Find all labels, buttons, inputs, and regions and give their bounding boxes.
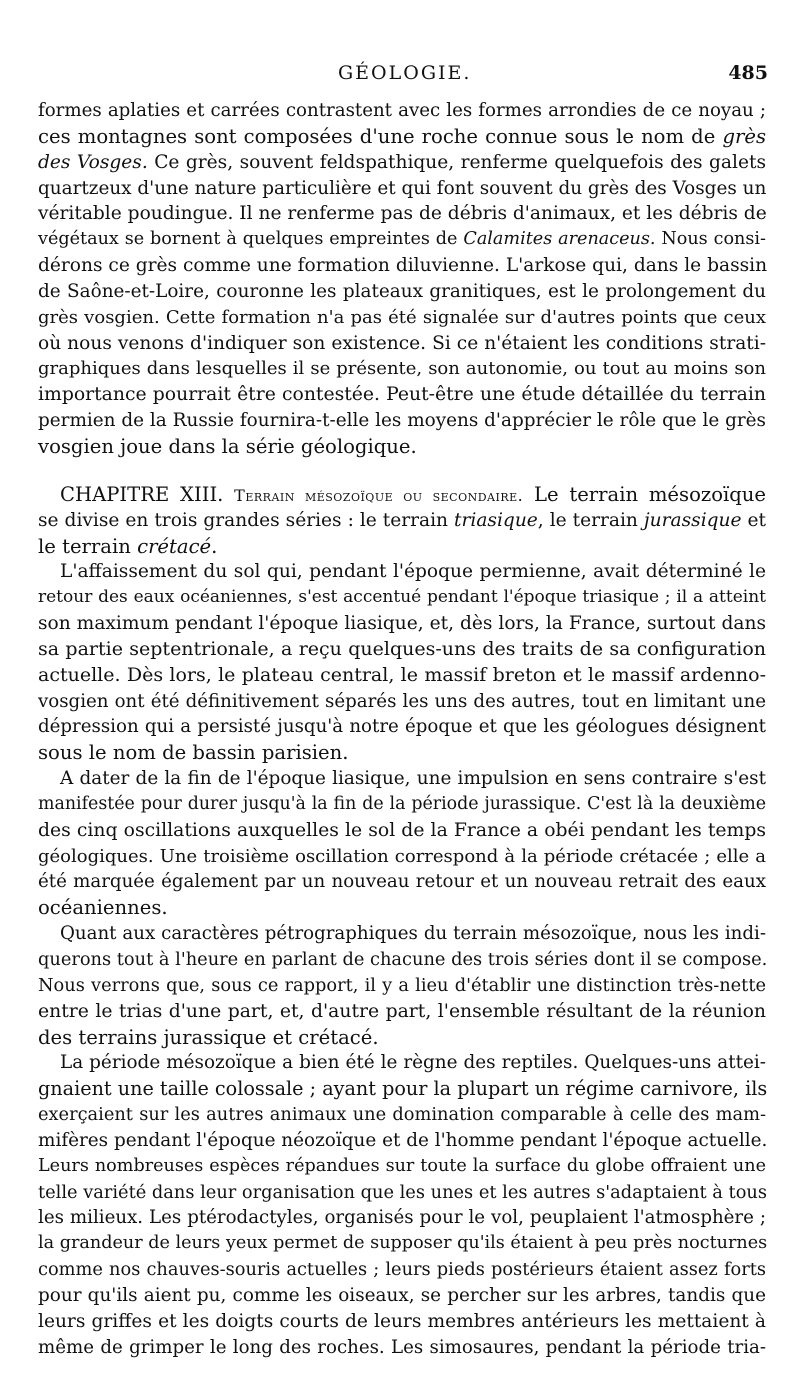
paragraph-gres-des-vosges <box>38 98 766 460</box>
text-line: entre le trias d'une part, et, d'autre part, l'ensemble résultant de la réunion <box>38 1000 766 1022</box>
text-line: permien de la Russie fournira-t-elle les moyens d'apprécier le rôle que le grès <box>38 410 766 432</box>
chapter-title: Terrain mésozoïque ou secondaire. <box>234 485 524 505</box>
running-title: GÉOLOGIE. <box>338 62 472 84</box>
page-header <box>38 62 768 92</box>
text-line: leurs griffes et les doigts courts de leurs membres antérieurs les mettaient à <box>38 1310 766 1332</box>
paragraph-liasique <box>38 766 766 921</box>
text-line: océaniennes. <box>38 896 168 920</box>
chapter-heading-line: CHAPITRE XIII. Terrain mésozoïque ou secondaire. Le terrain mésozoïque <box>60 482 767 506</box>
text-line: des Vosges. Ce grès, souvent feldspathique, renferme quelquefois des galets <box>38 151 766 173</box>
chapter-heading-block <box>38 482 766 560</box>
body-text <box>38 98 766 1361</box>
text-line: géologiques. Une troisième oscillation correspond à la période crétacée ; elle a <box>38 845 766 867</box>
paragraph-reptiles <box>38 1050 766 1360</box>
text-line: quartzeux d'une nature particulière et qui font souvent du grès des Vosges un <box>38 177 767 199</box>
text-line: vosgien joue dans la série géologique. <box>38 434 417 458</box>
paragraph-petrographiques <box>38 921 766 1050</box>
text-line: même de grimper le long des roches. Les simosaures, pendant la période tria- <box>38 1336 766 1358</box>
text-line: pour qu'ils aient pu, comme les oiseaux, se percher sur les arbres, tandis que <box>38 1284 766 1306</box>
text-line: ces montagnes sont composées d'une roche connue sous le nom de grès <box>38 124 766 148</box>
text-line: retour des eaux océaniennes, s'est accentué pendant l'époque triasique ; il a atteint <box>38 587 766 608</box>
text-line: manifestée pour durer jusqu'à la fin de la période jurassique. C'est là la deuxième <box>38 793 766 814</box>
text-line: des terrains jurassique et crétacé. <box>38 1025 379 1049</box>
text-line: importance pourrait être contestée. Peut-être une étude détaillée du terrain <box>38 384 766 406</box>
text-line: vosgien ont été définitivement séparés les uns des autres, tout en limitant une <box>38 690 766 712</box>
page-number: 485 <box>728 62 768 84</box>
text-line: L'affaissement du sol qui, pendant l'époque permienne, avait déterminé le <box>60 561 766 583</box>
text-line: se divise en trois grandes séries : le terrain triasique, le terrain jurassique et <box>38 509 766 531</box>
text-line: la grandeur de leurs yeux permet de supposer qu'ils étaient à peu près nocturnes <box>38 1233 768 1254</box>
text-line: A dater de la fin de l'époque liasique, une impulsion en sens contraire s'est <box>60 768 766 790</box>
text-line: de Saône-et-Loire, couronne les plateaux granitiques, est le prolongement du <box>38 280 766 302</box>
text-line: comme nos chauves-souris actuelles ; leurs pieds postérieurs étaient assez forts <box>38 1259 766 1281</box>
text-line: graphiques dans lesquelles il se présente, son autonomie, ou tout au moins son <box>38 358 766 380</box>
text-line: végétaux se bornent à quelques empreintes de Calamites arenaceus. Nous consi- <box>38 229 766 250</box>
text-line: formes aplaties et carrées contrastent avec les formes arrondies de ce noyau ; <box>38 100 766 121</box>
text-line: exerçaient sur les autres animaux une domination comparable à celle des mam- <box>38 1104 766 1126</box>
text-line: La période mésozoïque a bien été le règne des reptiles. Quelques-uns attei- <box>60 1052 766 1074</box>
text-line: le terrain crétacé. <box>38 534 218 558</box>
text-line: querons tout à l'heure en parlant de chacune des trois séries dont il se compose. <box>38 949 768 970</box>
text-line: Quant aux caractères pétrographiques du terrain mésozoïque, nous les indi- <box>60 923 766 945</box>
text-line: Nous verrons que, sous ce rapport, il y a lieu d'établir une distinction très-nette <box>38 974 766 996</box>
text-line: été marquée également par un nouveau retour et un nouveau retrait des eaux <box>38 871 766 893</box>
paragraph-affaissement <box>38 559 766 766</box>
text-line: dérons ce grès comme une formation diluvienne. L'arkose qui, dans le bassin <box>38 255 768 277</box>
text-line: son maximum pendant l'époque liasique, et, dès lors, la France, surtout dans <box>38 613 766 635</box>
text-line: mifères pendant l'époque néozoïque et de l'homme pendant l'époque actuelle. <box>38 1129 768 1151</box>
text-line: dépression qui a persisté jusqu'à notre époque et que les géologues désignent <box>38 716 766 738</box>
text-line: sous le nom de bassin parisien. <box>38 741 349 765</box>
text-line: telle variété dans leur organisation que les unes et les autres s'adaptaient à tous <box>38 1181 767 1203</box>
text-line: des cinq oscillations auxquelles le sol de la France a obéi pendant les temps <box>38 819 766 841</box>
text-line: gnaient une taille colossale ; ayant pour la plupart un régime carnivore, ils <box>38 1077 768 1101</box>
text-line: actuelle. Dès lors, le plateau central, le massif breton et le massif ardenno- <box>38 663 766 686</box>
text-line: véritable poudingue. Il ne renferme pas de débris d'animaux, et les débris de <box>38 203 767 225</box>
text-line: grès vosgien. Cette formation n'a pas été signalée sur d'autres points que ceux <box>38 306 766 328</box>
chapter-number: CHAPITRE XIII. <box>60 482 224 506</box>
text-line: où nous venons d'indiquer son existence. Si ce n'étaient les conditions strati- <box>38 332 766 354</box>
text-line: sa partie septentrionale, a reçu quelques-uns des traits de sa configuration <box>38 637 766 660</box>
text-line: les milieux. Les ptérodactyles, organisés pour le vol, peuplaient l'atmosphère ; <box>38 1207 766 1229</box>
text-line: Leurs nombreuses espèces répandues sur toute la surface du globe offraient une <box>38 1155 766 1176</box>
